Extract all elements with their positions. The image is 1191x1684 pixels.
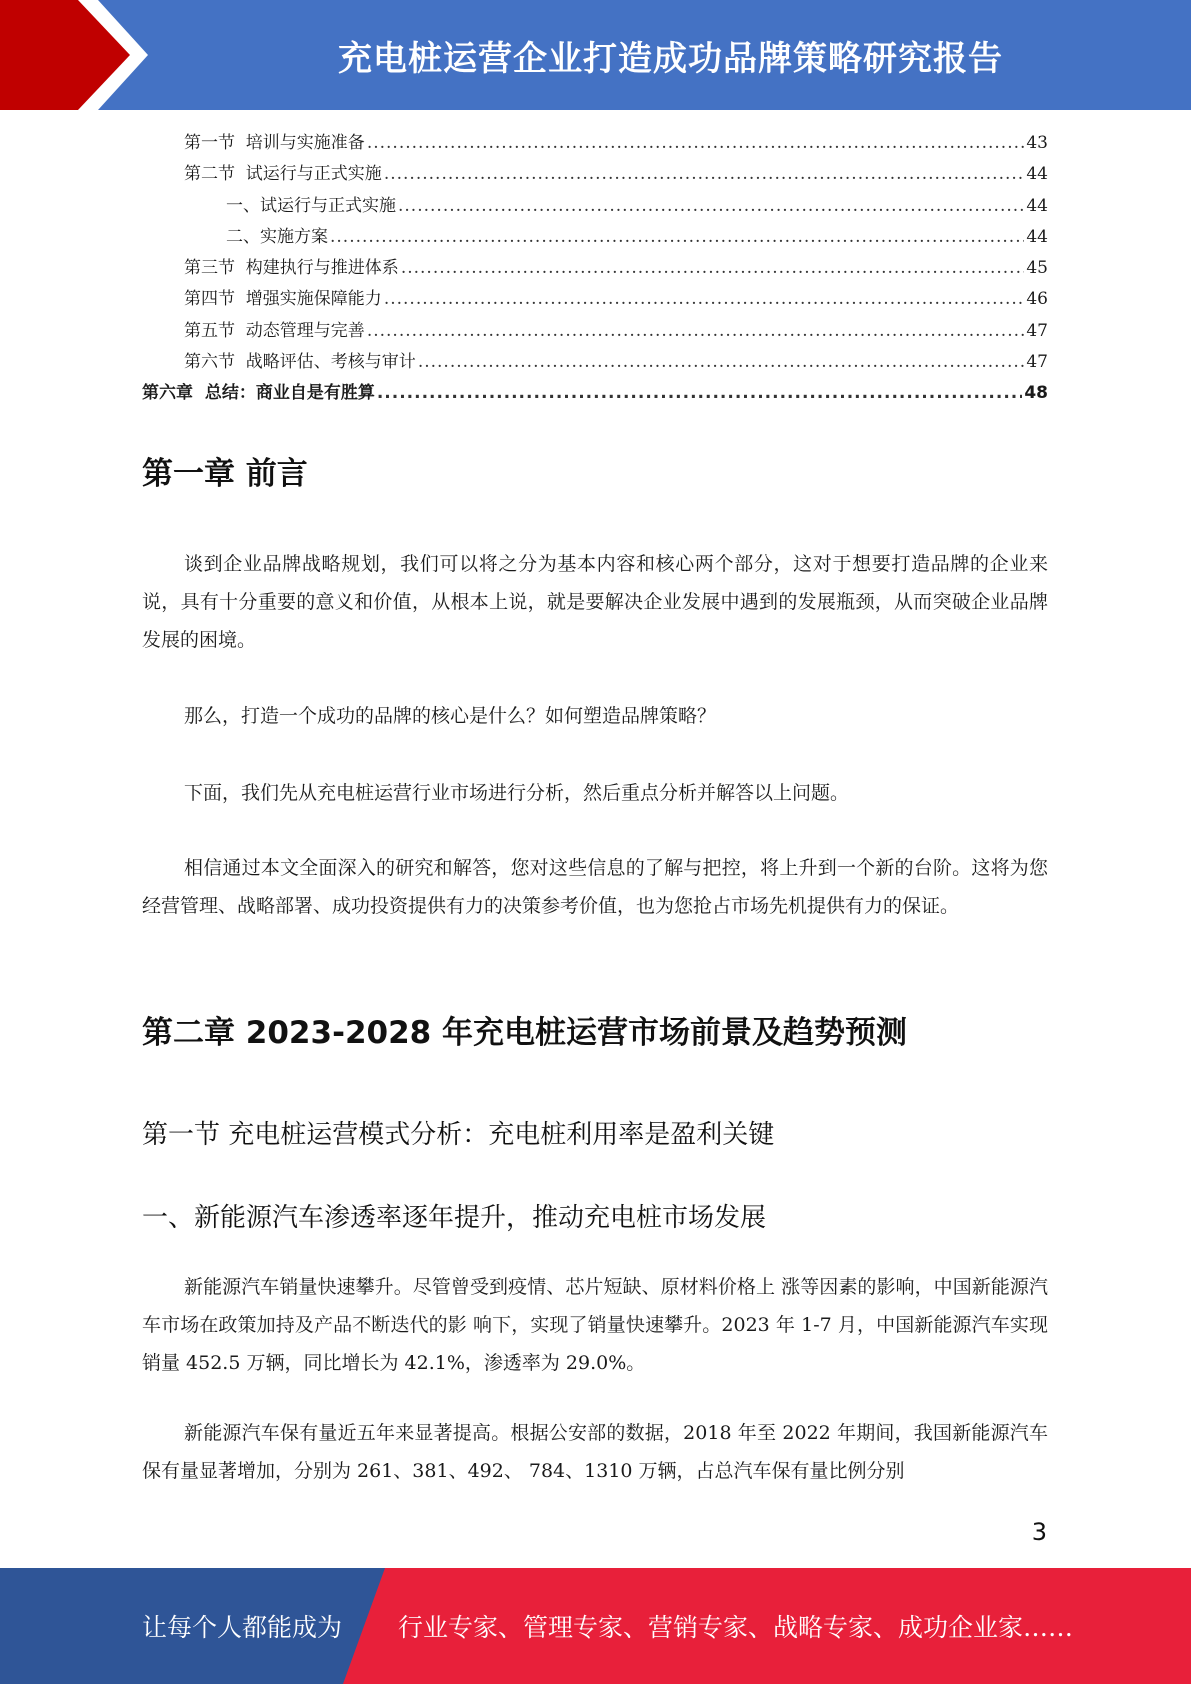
toc-leader-dots: [384, 159, 1025, 190]
toc-entry-page: 46: [1026, 289, 1048, 310]
toc-leader-dots: [384, 284, 1025, 315]
body-paragraph: 新能源汽车保有量近五年来显著提高。根据公安部的数据，2018 年至 2022 年期间，我国新能源汽车保有量显著增加，分别为 261、381、492、 784、1310 万辆，占总汽车保有量比例分别: [142, 1422, 1048, 1482]
toc-entry[interactable]: [142, 253, 1048, 284]
toc-entry-label: 第五节 动态管理与完善: [184, 320, 365, 341]
toc-entry[interactable]: [142, 191, 1048, 222]
footer-slogan-right: 行业专家、管理专家、营销专家、战略专家、成功企业家……: [398, 1613, 1074, 1642]
toc-entry-page: 45: [1026, 258, 1048, 279]
toc-entry-label: 第六章 总结：商业自是有胜算: [142, 383, 375, 404]
toc-entry-label: 第四节 增强实施保障能力: [184, 289, 382, 310]
toc-entry-label: 第六节 战略评估、考核与审计: [184, 352, 416, 373]
toc-entry[interactable]: [142, 128, 1048, 159]
toc-entry[interactable]: [142, 316, 1048, 347]
toc-entry-label: 二、实施方案: [226, 226, 328, 247]
chapter-heading: 第二章 2023-2028 年充电桩运营市场前景及趋势预测: [142, 1015, 908, 1051]
toc-entry-page: 44: [1026, 195, 1048, 216]
chapter-heading: 第一章 前言: [142, 456, 308, 492]
footer-slogan-left: 让每个人都能成为: [142, 1613, 343, 1642]
page-footer: [0, 1568, 1191, 1684]
toc-leader-dots: [418, 347, 1025, 378]
page-header: [0, 0, 1191, 110]
body-paragraph: 那么，打造一个成功的品牌的核心是什么？如何塑造品牌策略？: [184, 705, 717, 727]
table-of-contents: [142, 128, 1048, 410]
toc-entry[interactable]: [142, 284, 1048, 315]
toc-leader-dots: [398, 191, 1024, 222]
toc-entry-page: 48: [1024, 383, 1048, 404]
page-number: 3: [1031, 1518, 1047, 1546]
toc-leader-dots: [330, 222, 1024, 253]
toc-leader-dots: [377, 378, 1022, 409]
body-paragraph: 新能源汽车销量快速攀升。尽管曾受到疫情、芯片短缺、原材料价格上 涨等因素的影响，中国新能源汽车市场在政策加持及产品不断迭代的影 响下，实现了销量快速攀升。2023 年 1-7 月，中国新能源汽车实现销量 452.5 万辆，同比增长为 42.1%，渗透率为 29.0%。: [142, 1276, 1048, 1374]
toc-entry-label: 第一节 培训与实施准备: [184, 133, 365, 153]
toc-entry-page: 47: [1026, 352, 1048, 373]
toc-entry-label: 第二节 试运行与正式实施: [184, 164, 382, 185]
toc-leader-dots: [401, 253, 1025, 284]
section-heading: 第一节 充电桩运营模式分析：充电桩利用率是盈利关键: [142, 1120, 775, 1150]
toc-entry[interactable]: [142, 347, 1048, 378]
header-title: 充电桩运营企业打造成功品牌策略研究报告: [338, 38, 1003, 79]
toc-entry[interactable]: [142, 222, 1048, 253]
toc-entry-label: 一、试运行与正式实施: [226, 195, 396, 216]
toc-chapter-entry[interactable]: [142, 378, 1048, 409]
toc-leader-dots: [367, 128, 1025, 159]
subsection-heading: 一、新能源汽车渗透率逐年提升，推动充电桩市场发展: [142, 1203, 767, 1233]
toc-entry[interactable]: [142, 159, 1048, 190]
toc-entry-page: 47: [1026, 320, 1048, 341]
toc-entry-label: 第三节 构建执行与推进体系: [184, 258, 399, 279]
body-paragraph: 相信通过本文全面深入的研究和解答，您对这些信息的了解与把控，将上升到一个新的台阶。这将为您经营管理、战略部署、成功投资提供有力的决策参考价值，也为您抢占市场先机提供有力的保证。: [142, 857, 1048, 917]
body-paragraph: 下面，我们先从充电桩运营行业市场进行分析，然后重点分析并解答以上问题。: [184, 782, 850, 804]
toc-entry-page: 44: [1026, 226, 1048, 247]
body-paragraph: 谈到企业品牌战略规划，我们可以将之分为基本内容和核心两个部分，这对于想要打造品牌的企业来说，具有十分重要的意义和价值，从根本上说，就是要解决企业发展中遇到的发展瓶颈，从而突破企业品牌发展的困境。: [142, 553, 1048, 651]
toc-entry-page: 43: [1026, 133, 1048, 153]
toc-entry-page: 44: [1026, 164, 1048, 185]
toc-leader-dots: [367, 316, 1025, 347]
